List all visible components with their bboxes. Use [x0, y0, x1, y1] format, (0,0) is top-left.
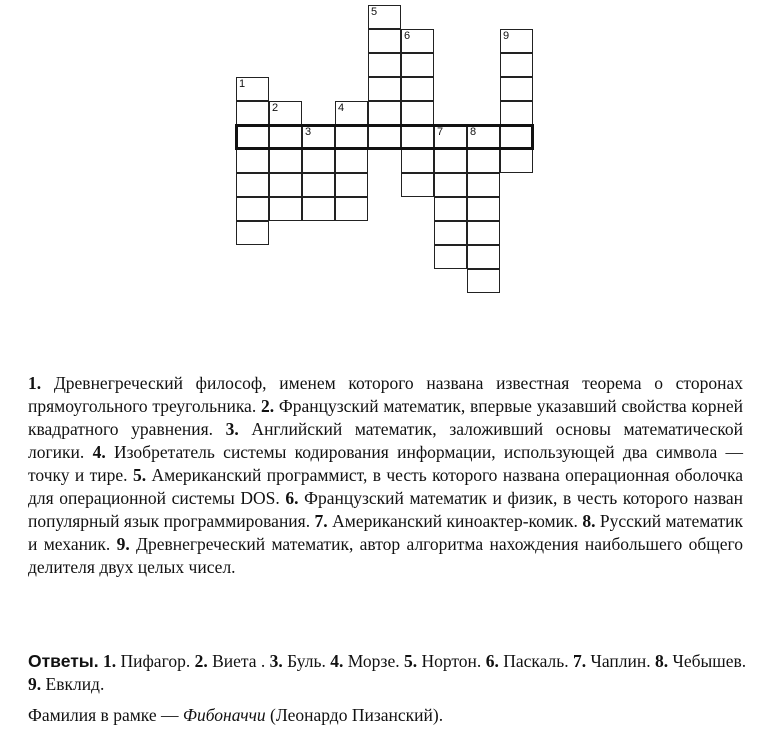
framed-prefix: Фамилия в рамке — — [28, 705, 179, 725]
crossword-cell[interactable] — [236, 149, 269, 173]
framed-word-line — [28, 704, 748, 727]
crossword-cell[interactable] — [500, 101, 533, 125]
clue-number: 6 — [404, 30, 411, 42]
crossword-cell[interactable] — [467, 269, 500, 293]
answer-num: 7. — [572, 651, 587, 671]
crossword-cell[interactable] — [269, 149, 302, 173]
crossword-cell[interactable] — [302, 149, 335, 173]
crossword-cell[interactable] — [434, 173, 467, 197]
crossword-cell[interactable] — [368, 77, 401, 101]
clue-text: Древнегреческий математик, автор алгоритма нахождения наибольшего общего делителя двух целых чисел. — [28, 534, 743, 577]
clue-number: 9 — [503, 30, 510, 42]
clue-number: 8 — [470, 126, 477, 138]
answers-label: Ответы. — [28, 651, 99, 671]
clue-num: 3. — [225, 419, 239, 439]
clue-text: Английский математик, заложивший основы математической логики. — [28, 419, 744, 462]
highlighted-word-frame — [235, 124, 534, 150]
clue-text: Французский математик и физик, в честь которого назван популярный язык программирования. — [28, 488, 743, 531]
clue-number: 7 — [437, 126, 444, 138]
crossword-cell[interactable] — [434, 197, 467, 221]
crossword-cell[interactable] — [467, 245, 500, 269]
clue-text: Древнегреческий философ, именем которого названа известная теорема о сторонах прямоугольного треугольника. — [28, 373, 743, 416]
crossword-cell[interactable] — [500, 77, 533, 101]
answer-text: Морзе. — [343, 651, 400, 671]
answer-num: 1. — [102, 651, 117, 671]
crossword-cell[interactable] — [368, 101, 401, 125]
framed-name: Фибоначчи — [182, 705, 266, 725]
answers-line — [28, 650, 748, 696]
crossword-cell[interactable] — [401, 77, 434, 101]
crossword-cell[interactable] — [467, 173, 500, 197]
answer-text: Чаплин. — [586, 651, 651, 671]
clue-num: 2. — [260, 396, 275, 416]
crossword-cell[interactable] — [434, 149, 467, 173]
crossword-cell[interactable] — [236, 173, 269, 197]
crossword-cell[interactable] — [401, 173, 434, 197]
clue-number: 2 — [272, 102, 279, 114]
crossword-cell[interactable] — [335, 101, 368, 125]
clue-text: Изобретатель системы кодирования информации, использующей два символа — точку и тире. — [28, 442, 743, 485]
crossword-cell[interactable] — [269, 173, 302, 197]
clue-num: 7. — [314, 511, 328, 531]
crossword-cell[interactable] — [335, 197, 368, 221]
answer-num: 4. — [330, 651, 344, 671]
clue-text: Французский математик, впервые указавший свойства корней квадратного уравнения. — [28, 396, 743, 439]
crossword-cell[interactable] — [467, 149, 500, 173]
crossword-cell[interactable] — [500, 53, 533, 77]
answer-text: Пифагор. — [116, 651, 191, 671]
crossword-cell[interactable] — [434, 245, 467, 269]
answer-num: 9. — [28, 674, 42, 694]
clue-number: 1 — [239, 78, 246, 90]
answer-num: 5. — [403, 651, 418, 671]
crossword-cell[interactable] — [302, 197, 335, 221]
crossword-cell[interactable] — [236, 197, 269, 221]
crossword-cell[interactable] — [401, 101, 434, 125]
clue-num: 6. — [285, 488, 299, 508]
answer-text: Евклид. — [41, 674, 105, 694]
crossword-grid — [0, 0, 768, 300]
crossword-cell[interactable] — [434, 221, 467, 245]
crossword-cell[interactable] — [269, 101, 302, 125]
crossword-cell[interactable] — [368, 5, 401, 29]
clue-num: 9. — [116, 534, 130, 554]
answer-text: Нортон. — [417, 651, 482, 671]
crossword-cell[interactable] — [500, 29, 533, 53]
clues-text — [28, 372, 743, 579]
answer-num: 8. — [654, 651, 669, 671]
crossword-cell[interactable] — [401, 29, 434, 53]
crossword-cell[interactable] — [467, 221, 500, 245]
crossword-cell[interactable] — [368, 53, 401, 77]
answer-text: Буль. — [282, 651, 326, 671]
answer-text: Паскаль. — [498, 651, 569, 671]
crossword-cell[interactable] — [302, 173, 335, 197]
crossword-cell[interactable] — [500, 149, 533, 173]
crossword-cell[interactable] — [368, 29, 401, 53]
clue-num: 5. — [132, 465, 147, 485]
crossword-cell[interactable] — [335, 173, 368, 197]
clue-num: 8. — [582, 511, 596, 531]
crossword-cell[interactable] — [401, 53, 434, 77]
crossword-cell[interactable] — [236, 221, 269, 245]
crossword-cell[interactable] — [467, 197, 500, 221]
answer-text: Виета . — [207, 651, 266, 671]
answer-text: Чебышев. — [668, 651, 747, 671]
framed-suffix: (Леонардо Пизанский). — [270, 705, 444, 725]
crossword-cell[interactable] — [269, 197, 302, 221]
clue-num: 1. — [28, 373, 42, 393]
clue-number: 5 — [371, 6, 378, 18]
clue-text: Американский программист, в честь которого названа операционная оболочка для операционной системы DOS. — [28, 465, 743, 508]
crossword-cell[interactable] — [401, 149, 434, 173]
clue-text: Американский киноактер-комик. — [327, 511, 583, 531]
clue-text: Русский математик и механик. — [28, 511, 744, 554]
clue-num: 4. — [92, 442, 106, 462]
crossword-cell[interactable] — [335, 149, 368, 173]
crossword-cell[interactable] — [236, 101, 269, 125]
crossword-cell[interactable] — [236, 77, 269, 101]
answer-num: 3. — [269, 651, 283, 671]
clue-number: 4 — [338, 102, 345, 114]
answer-num: 2. — [194, 651, 208, 671]
clue-number: 3 — [305, 126, 312, 138]
answer-num: 6. — [485, 651, 499, 671]
